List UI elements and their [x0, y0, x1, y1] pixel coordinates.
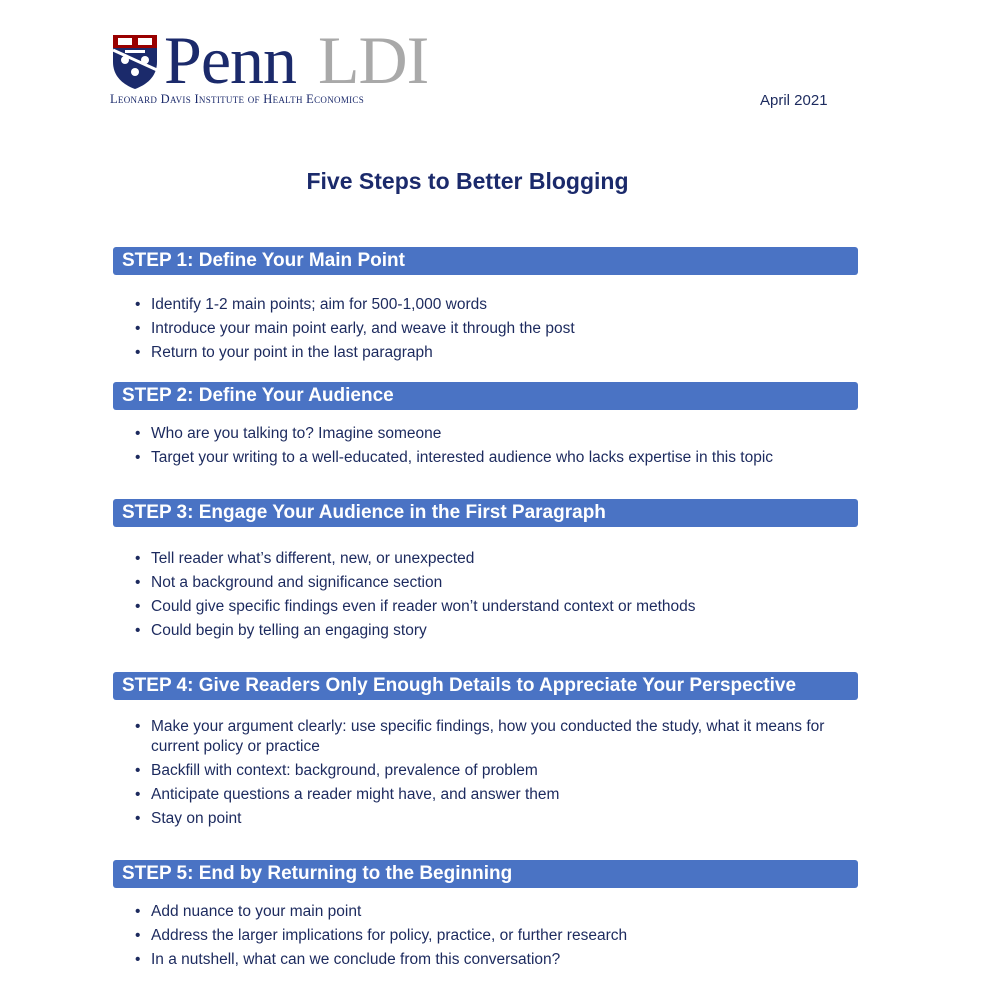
step-5-list [133, 902, 853, 974]
document-title: Five Steps to Better Blogging [306, 168, 629, 194]
step-4-list [133, 717, 853, 833]
step-2-list [133, 424, 853, 472]
logo-penn-text: Penn [164, 22, 296, 98]
list-item: • Backfill with context: background, prevalence of problem [133, 761, 853, 781]
step-5-heading: STEP 5: End by Returning to the Beginning [113, 860, 858, 888]
step-3-heading: STEP 3: Engage Your Audience in the First Paragraph [113, 499, 858, 527]
list-item: • Tell reader what’s different, new, or unexpected [133, 549, 853, 569]
step-1-heading: STEP 1: Define Your Main Point [113, 247, 858, 275]
list-item: • Return to your point in the last paragraph [133, 343, 853, 363]
penn-shield-icon [110, 32, 160, 90]
list-item: • Make your argument clearly: use specific findings, how you conducted the study, what it means for current policy or practice [133, 717, 853, 757]
list-item: • Identify 1-2 main points; aim for 500-1,000 words [133, 295, 853, 315]
penn-ldi-logo [110, 22, 440, 110]
list-item: • Address the larger implications for policy, practice, or further research [133, 926, 853, 946]
list-item: • Stay on point [133, 809, 853, 829]
list-item: • Could begin by telling an engaging story [133, 621, 853, 641]
list-item: • Who are you talking to? Imagine someone [133, 424, 853, 444]
step-3-list [133, 549, 853, 645]
list-item: • Not a background and significance section [133, 573, 853, 593]
list-item: • Add nuance to your main point [133, 902, 853, 922]
step-2-heading: STEP 2: Define Your Audience [113, 382, 858, 410]
step-1-list [133, 295, 853, 367]
list-item: • Introduce your main point early, and weave it through the post [133, 319, 853, 339]
list-item: • Could give specific findings even if reader won’t understand context or methods [133, 597, 853, 617]
list-item: • Anticipate questions a reader might have, and answer them [133, 785, 853, 805]
step-4-heading: STEP 4: Give Readers Only Enough Details to Appreciate Your Perspective [113, 672, 858, 700]
logo-tagline: Leonard Davis Institute of Health Economics [110, 92, 365, 106]
list-item: • Target your writing to a well-educated, interested audience who lacks expertise in this topic [133, 448, 853, 468]
list-item: • In a nutshell, what can we conclude from this conversation? [133, 950, 853, 970]
document-date: April 2021 [760, 92, 828, 109]
logo-ldi-text: LDI [318, 22, 429, 98]
